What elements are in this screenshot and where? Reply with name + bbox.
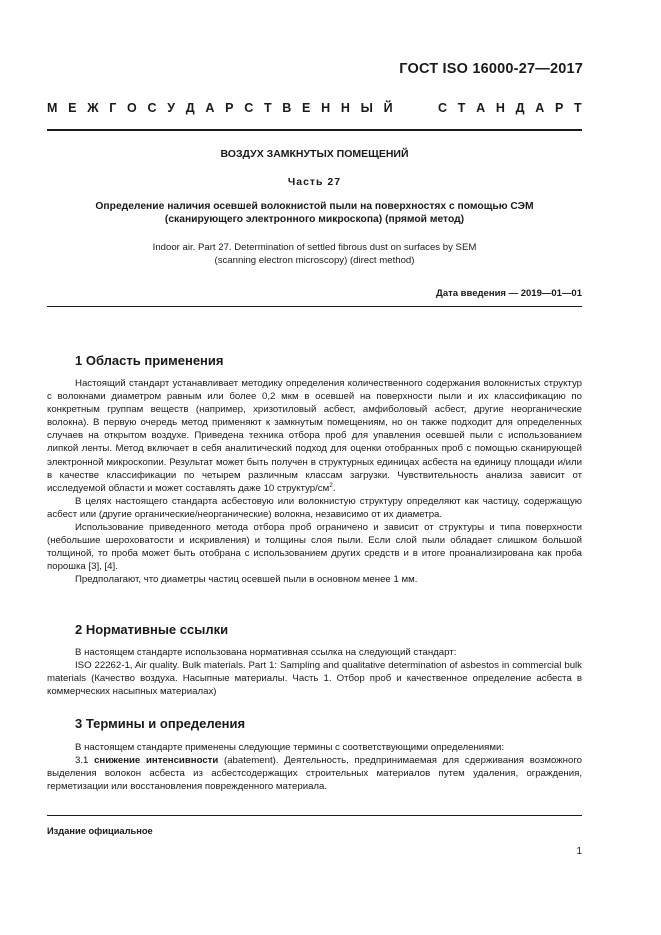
header-divider xyxy=(47,129,582,131)
banner-letter: Р xyxy=(225,101,234,115)
banner-letter: Н xyxy=(340,101,350,115)
english-title-line: Indoor air. Part 27. Determination of settled fibrous dust on surfaces by SEM xyxy=(152,242,477,253)
banner-letter: С xyxy=(147,101,157,115)
paragraph: В настоящем стандарте применены следующие термины с соответствующими определениями: xyxy=(75,742,505,753)
banner-letter: В xyxy=(282,101,292,115)
paragraph: В настоящем стандарте использована нормативная ссылка на следующий стандарт: xyxy=(75,647,457,658)
banner-letter: А xyxy=(476,101,486,115)
banner-letter: У xyxy=(167,101,176,115)
banner-letter: М xyxy=(47,101,58,115)
superscript: 2 xyxy=(329,481,333,489)
section-heading-scope: 1 Область применения xyxy=(75,353,224,368)
introduction-date: Дата введения — 2019—01—01 xyxy=(436,288,582,299)
page-number: 1 xyxy=(576,846,582,857)
section-heading-terms: 3 Термины и определения xyxy=(75,716,246,731)
standard-number: ГОСТ ISO 16000-27—2017 xyxy=(399,61,583,77)
footer-divider xyxy=(47,815,582,816)
banner-letter: Е xyxy=(68,101,77,115)
banner-letter: О xyxy=(127,101,137,115)
english-title xyxy=(47,242,582,267)
banner-letter: С xyxy=(244,101,254,115)
banner-word-gap xyxy=(403,101,427,115)
banner-letter: Т xyxy=(457,101,466,115)
paragraph-text: Настоящий стандарт устанавливает методику определения количественного содержания волокнистых структур с волокнами диаметром равным или более 0,2 мкм в осевшей на поверхности пыли и их классификацию по конкретным группам веществ (например, хризотиловый асбест, амфиболовый асбест, другие неорганические волокна). В первую очередь метод применяют к замкнутым помещениям, но он также подходит для определенных случаев на открытом воздухе. Приведена техника отбора проб для упавления осевшей пыли с использованием липкой ленты. Метод включает в себя аналитический подход для оценки отобранных проб с помощью сканирующей электронной микроскопии. Результат может быть получен в структурных единицах асбеста на единицу площади и/или в качестве классификации по четырем различным классам загрузки. Чувствительность анализа зависит от исследуемой области и может составлять даже 10 структур/см xyxy=(47,378,582,494)
banner-letter: А xyxy=(535,101,545,115)
banner-letter: Н xyxy=(495,101,505,115)
document-title: ВОЗДУХ ЗАМКНУТЫХ ПОМЕЩЕНИЙ xyxy=(220,148,409,160)
paragraph xyxy=(47,377,582,495)
english-title-line: (scanning electron microscopy) (direct method) xyxy=(214,254,415,266)
banner-letter: Д xyxy=(185,101,195,115)
banner-letter: Й xyxy=(383,101,393,115)
term-name: снижение интенсивности xyxy=(94,755,219,767)
section-body-normative-references xyxy=(47,646,582,698)
section-heading-normative-references: 2 Нормативные ссылки xyxy=(75,622,229,637)
banner-letter: Ы xyxy=(360,101,373,115)
paragraph: Предполагают, что диаметры частиц осевшей пыли в основном менее 1 мм. xyxy=(75,574,418,586)
paragraph: В целях настоящего стандарта асбестовую или волокнистую структуру определяют как частицу, содержащую асбест или (другие органические/неорганические) волокна, независимо от их диаметра. xyxy=(47,495,582,520)
banner-letter: Н xyxy=(321,101,331,115)
banner-letter: Г xyxy=(109,101,117,115)
term-number: 3.1 xyxy=(75,755,95,767)
official-edition-label: Издание официальное xyxy=(47,826,153,836)
document-subtitle xyxy=(47,200,582,226)
section-body-terms xyxy=(47,741,582,793)
term-definition: (abatement). Деятельность, предпринимаемая для сдерживания возможного выделения волокон асбеста из асбестсодержащих строительных материалов путем удаления, ограждения, герметизации или восстановления поврежденного материала. xyxy=(47,755,582,793)
banner-letter: С xyxy=(438,101,448,115)
banner-letter: А xyxy=(205,101,215,115)
paragraph: ISO 22262-1, Air quality. Bulk materials. Part 1: Sampling and qualitative determination of asbestos in commercial bulk materials (Качество воздуха. Насыпные материалы. Часть 1. Отбор проб и качественное определение асбеста в коммерческих насыпных материалах) xyxy=(47,660,582,698)
paragraph xyxy=(47,754,582,793)
banner-letter: Р xyxy=(554,101,564,115)
banner-letter: Т xyxy=(574,101,582,115)
interstate-standard-banner xyxy=(47,101,582,115)
subtitle-line: (сканирующего электронного микроскопа) (прямой метод) xyxy=(164,214,465,225)
section-body-scope xyxy=(47,377,582,587)
paragraph-text: . xyxy=(332,482,336,494)
banner-letter: Д xyxy=(515,101,525,115)
banner-letter: Т xyxy=(263,101,272,115)
date-divider xyxy=(47,306,582,307)
banner-letter: Е xyxy=(302,101,311,115)
paragraph: Использование приведенного метода отбора проб ограничено и зависит от структуры и типа поверхности (небольшие шероховатости и искривления) и толщины слоя пыли. Если слой пыли обладает слишком большой толщиной, то проба может быть отобрана с использованием других средств и в итоге проанализирована как проба порошка [3], [4]. xyxy=(47,522,582,573)
subtitle-line: Определение наличия осевшей волокнистой пыли на поверхностях с помощью СЭМ xyxy=(95,201,534,212)
banner-letter: Ж xyxy=(87,101,99,115)
document-part: Часть 27 xyxy=(287,176,342,188)
